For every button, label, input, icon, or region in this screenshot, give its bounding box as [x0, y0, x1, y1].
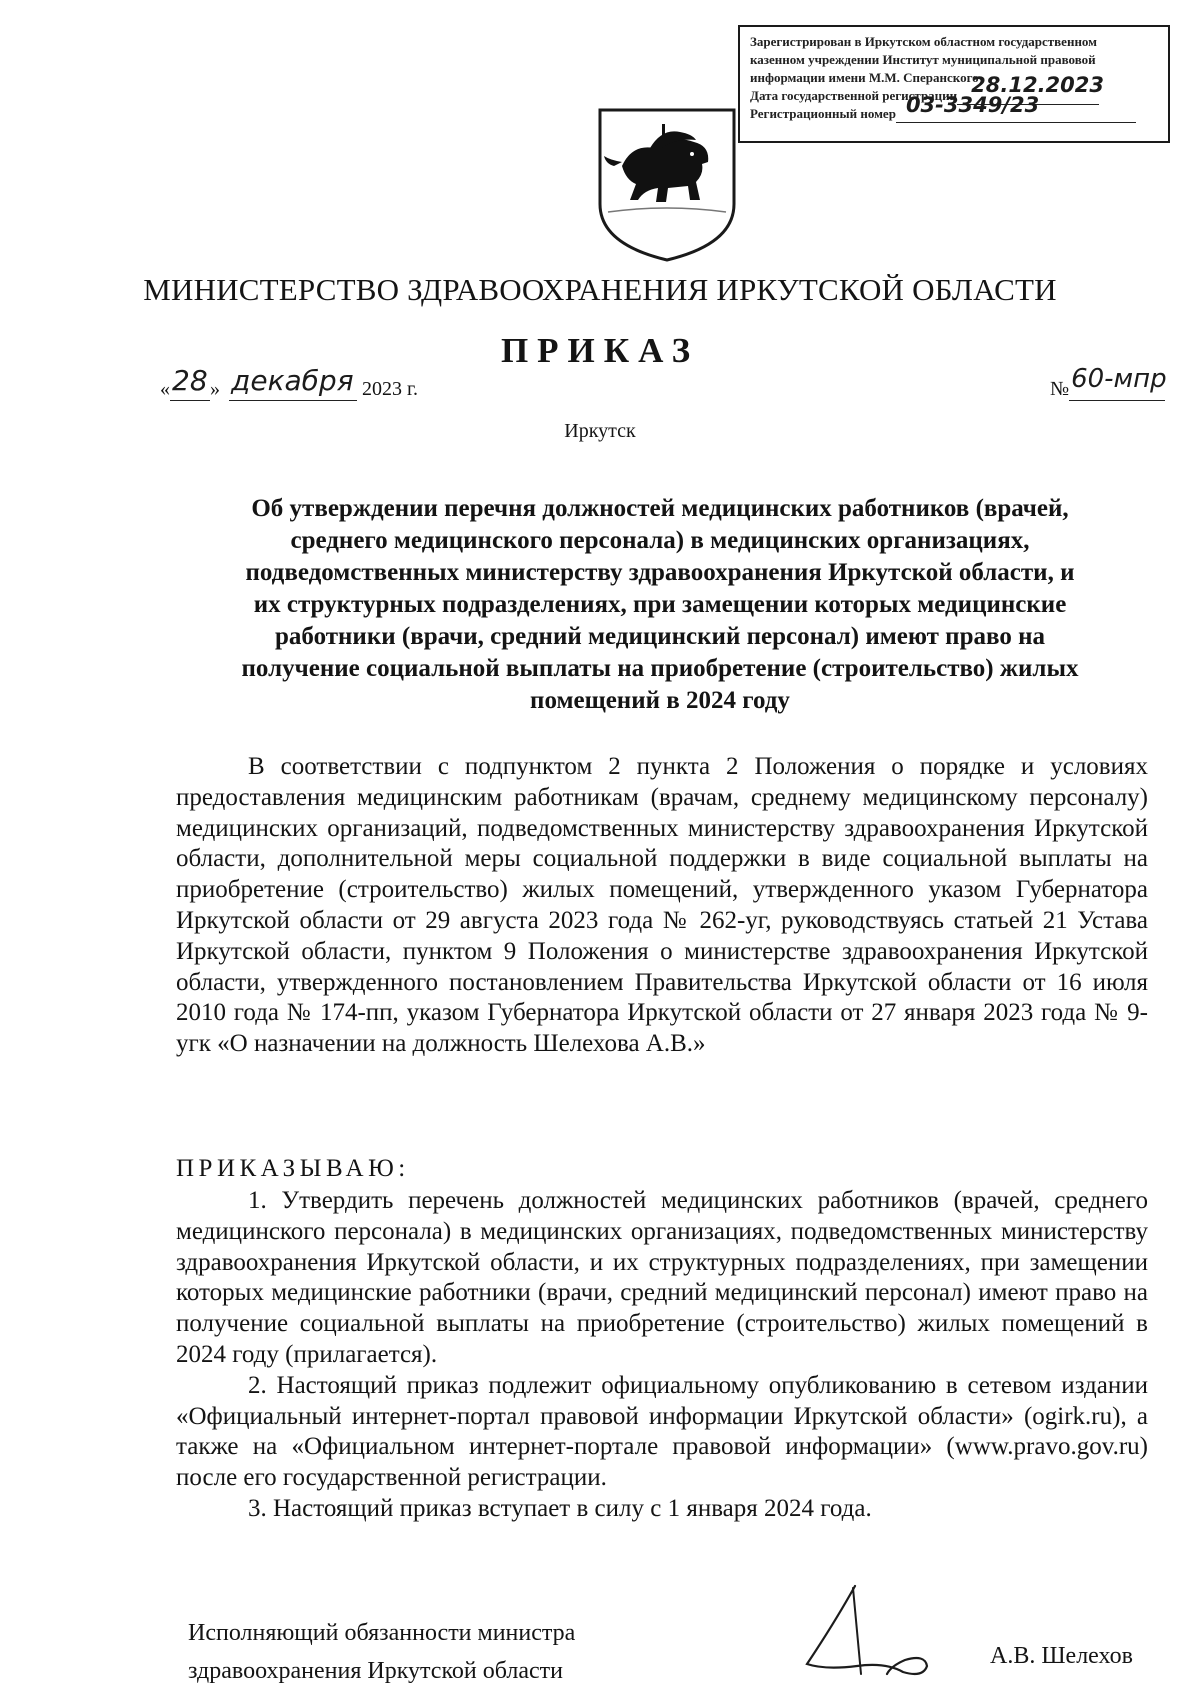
- date-month: декабря: [231, 364, 354, 397]
- stamp-number-field: [896, 93, 1136, 123]
- date-year: 2023 г.: [362, 378, 418, 400]
- title-line: работники (врачи, средний медицинский персонал) имеют право на: [275, 623, 1045, 650]
- order-number: [1050, 364, 1167, 401]
- order-operative-word: ПРИКАЗЫВАЮ:: [176, 1155, 410, 1182]
- number-prefix: №: [1050, 378, 1070, 400]
- date-day: 28: [172, 364, 208, 397]
- order-items: [176, 1186, 1148, 1525]
- stamp-date-value: 28.12.2023: [971, 73, 1105, 97]
- title-line: их структурных подразделениях, при замещении которых медицинские: [253, 591, 1067, 618]
- preamble: [176, 752, 1148, 1060]
- stamp-date-label: Дата государственной регистрации: [750, 88, 958, 103]
- signer-position: [188, 1614, 575, 1690]
- handwritten-signature: [795, 1582, 935, 1682]
- title-line: Об утверждении перечня должностей медицинских работников (врачей,: [251, 495, 1069, 522]
- ministry-name: МИНИСТЕРСТВО ЗДРАВООХРАНЕНИЯ ИРКУТСКОЙ ОБЛАСТИ: [143, 272, 1057, 307]
- document-type: ПРИКАЗ: [500, 331, 700, 370]
- stamp-line-3: информации имени М.М. Сперанского: [750, 70, 979, 85]
- date-close-quote: »: [210, 378, 220, 400]
- coat-of-arms-icon: [592, 104, 742, 264]
- document-title: [180, 493, 1140, 717]
- number-field: [1069, 364, 1167, 401]
- order-item-2: 2. Настоящий приказ подлежит официальному опубликованию в сетевом издании «Официальный интернет-портал правовой информации Иркутской области» (ogirk.ru), а также на «Официальном интернет-портале правовой информации» (www.pravo.gov.ru) после его государственной регистрации.: [176, 1371, 1148, 1492]
- signer-position-line-1: Исполняющий обязанности министра: [188, 1620, 576, 1646]
- order-item-3: 3. Настоящий приказ вступает в силу с 1 января 2024 года.: [248, 1494, 872, 1522]
- title-line: подведомственных министерству здравоохранения Иркутской области, и: [245, 559, 1075, 586]
- date-open-quote: «: [160, 378, 170, 400]
- city: Иркутск: [564, 420, 636, 442]
- date-day-field: [170, 364, 210, 401]
- title-line: помещений в 2024 году: [530, 687, 790, 714]
- stamp-number-value: 03-3349/23: [905, 93, 1040, 117]
- registration-stamp: [738, 25, 1170, 143]
- title-line: получение социальной выплаты на приобретение (строительство) жилых: [241, 655, 1079, 682]
- signer-name: А.В. Шелехов: [990, 1643, 1133, 1669]
- order-item-1: 1. Утвердить перечень должностей медицинских работников (врачей, среднего медицинского персонала) в медицинских организациях, подведомственных министерству здравоохранения Иркутской области, и их структурных подразделениях, при замещении которых медицинские работники (врачи, средний медицинский персонал) имеют право на получение социальной выплаты на приобретение (строительство) жилых помещений в 2024 году (прилагается).: [176, 1187, 1148, 1368]
- stamp-line-2: казенном учреждении Институт муниципальной правовой: [750, 52, 1096, 67]
- preamble-paragraph: В соответствии с подпунктом 2 пункта 2 Положения о порядке и условиях предоставления медицинским работникам (врачам, среднему медицинскому персоналу) медицинских организаций, подведомственных министерству здравоохранения Иркутской области, дополнительной меры социальной поддержки в виде социальной выплаты на приобретение (строительство) жилых помещений, утвержденного указом Губернатора Иркутской области от 29 августа 2023 года № 262-уг, руководствуясь статьей 21 Устава Иркутской области, пунктом 9 Положения о министерстве здравоохранения Иркутской области, утвержденного постановлением Правительства Иркутской области от 16 июля 2010 года № 174-пп, указом Губернатора Иркутской области от 27 января 2023 года № 9-угк «О назначении на должность Шелехова А.В.»: [176, 753, 1148, 1058]
- stamp-number-label: Регистрационный номер: [750, 106, 896, 121]
- signer-position-line-2: здравоохранения Иркутской области: [188, 1658, 563, 1684]
- title-line: среднего медицинского персонала) в медицинских организациях,: [290, 527, 1030, 554]
- order-date: [160, 364, 418, 401]
- stamp-line-1: Зарегистрирован в Иркутском областном государственном: [750, 34, 1098, 49]
- date-month-field: [229, 364, 357, 401]
- number-value: 60-мпр: [1071, 364, 1167, 394]
